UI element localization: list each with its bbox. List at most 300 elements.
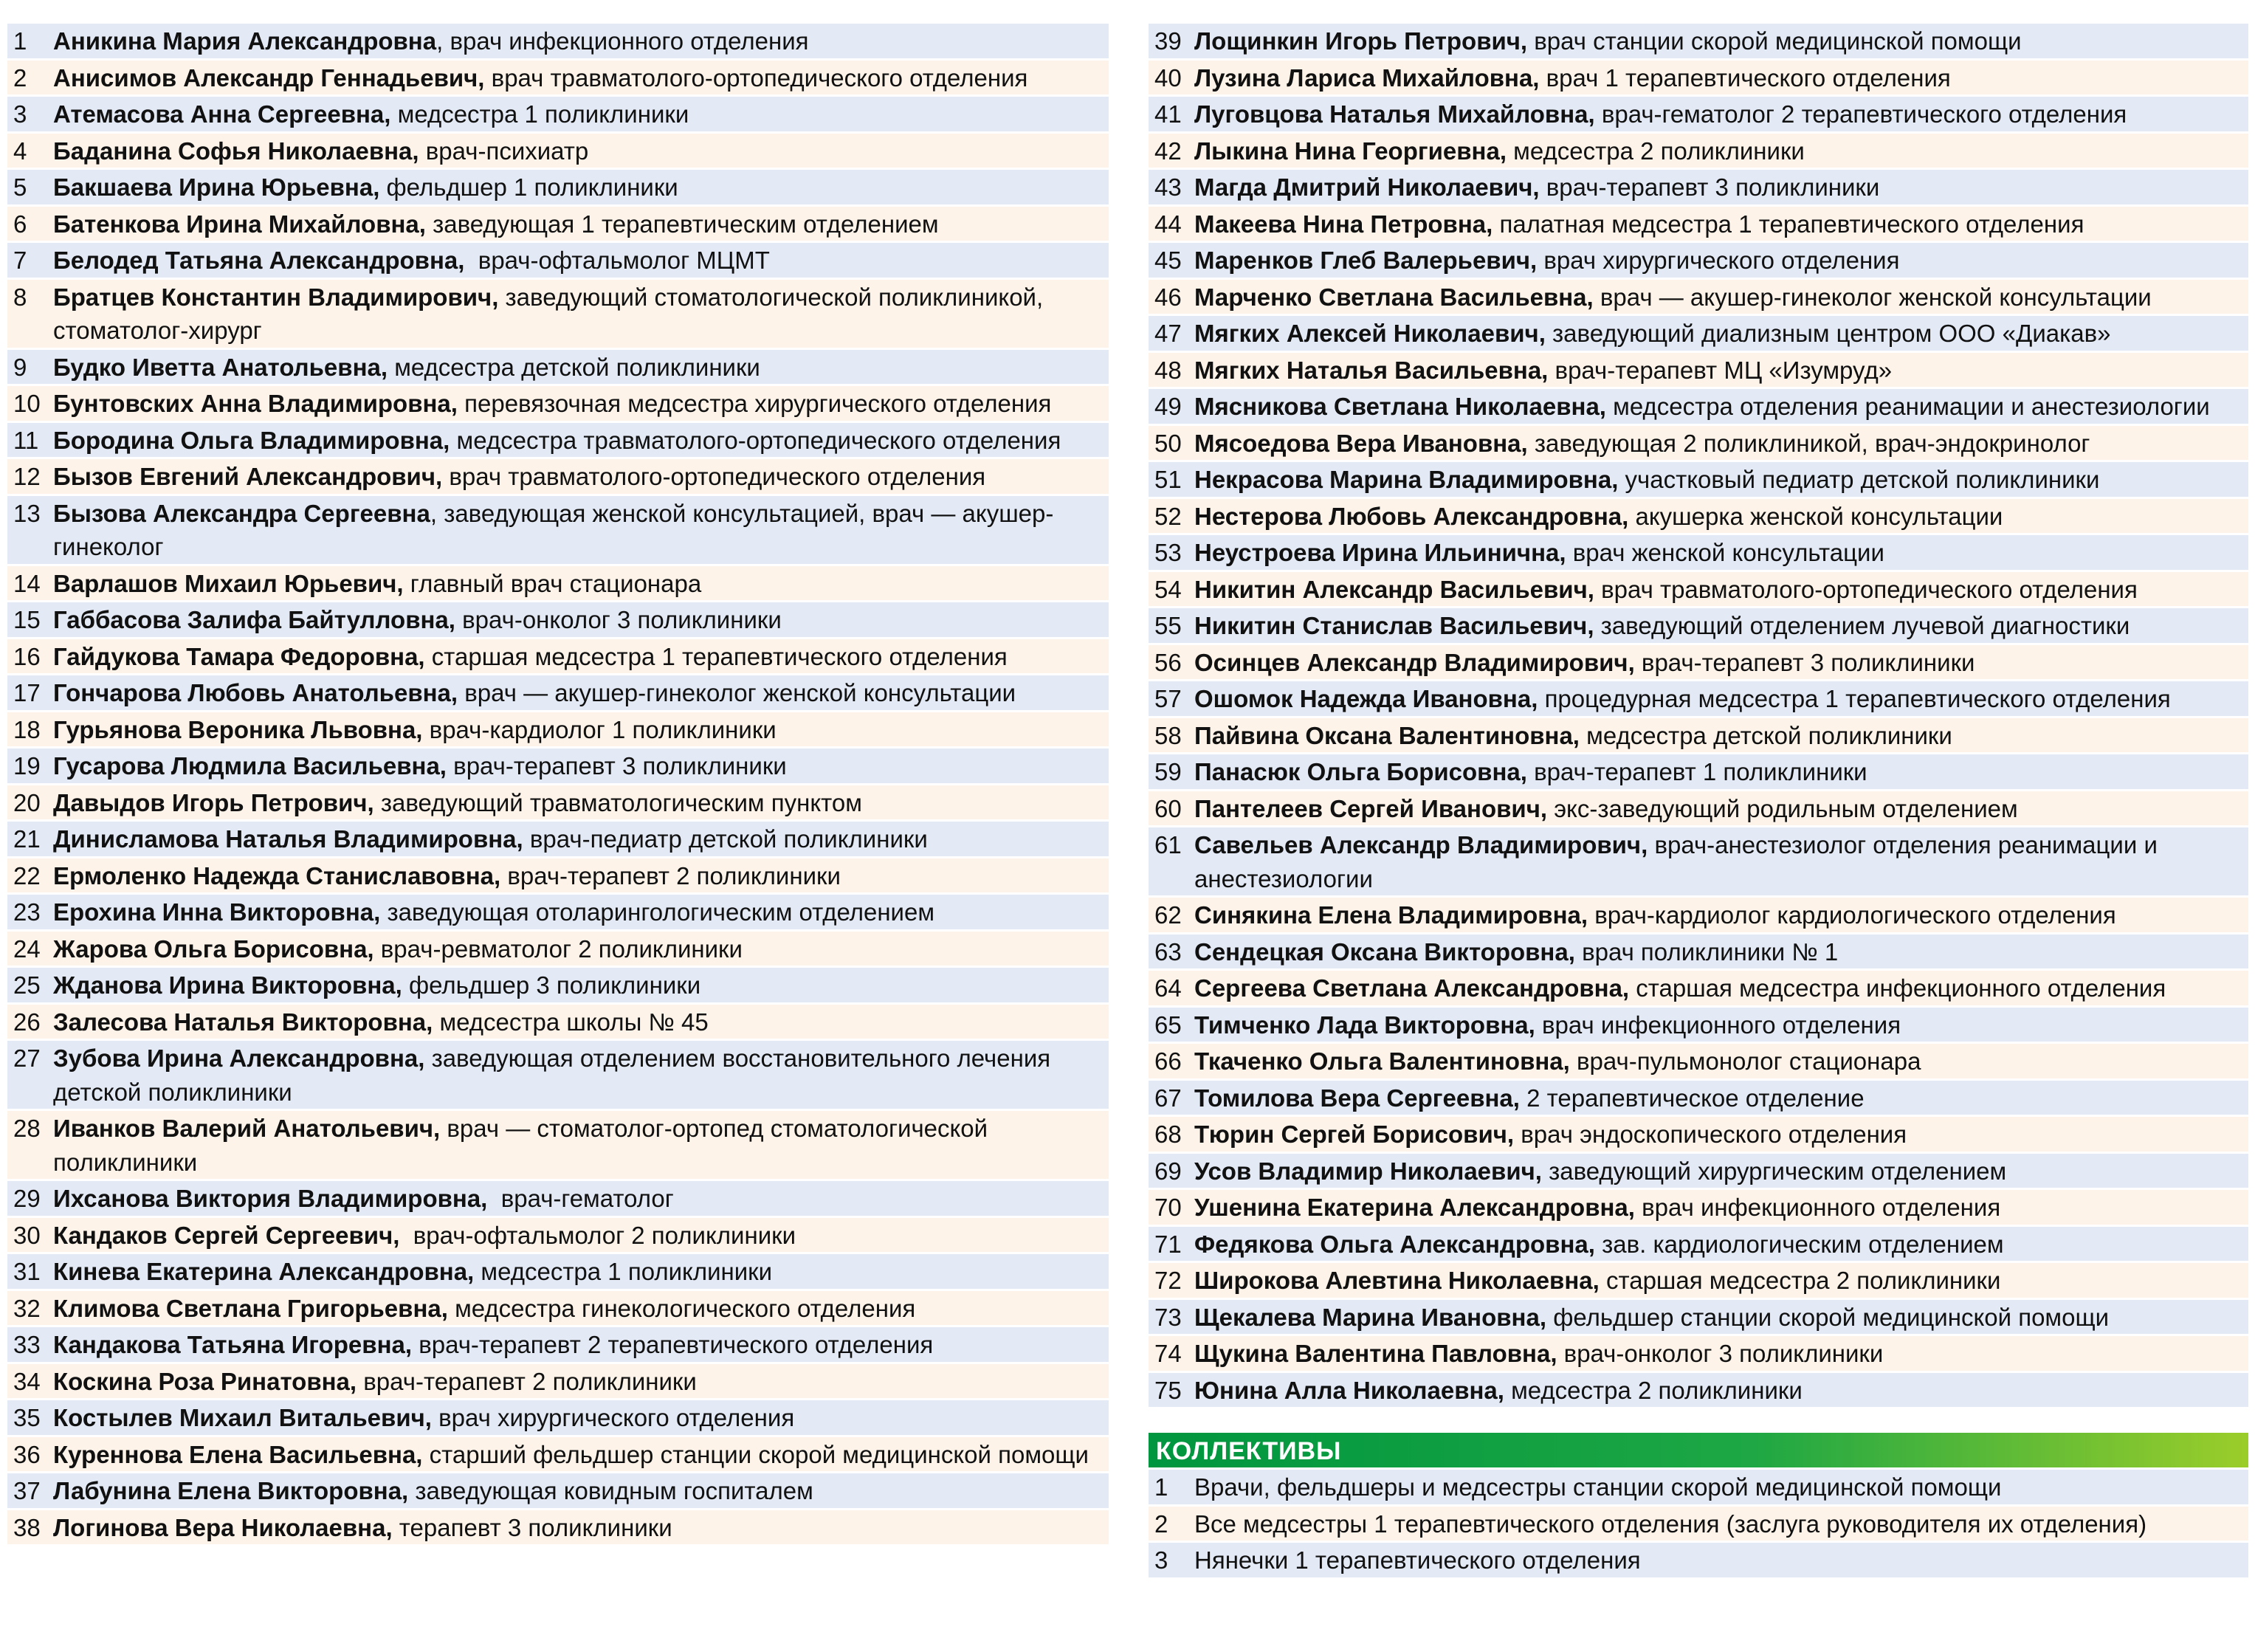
separator bbox=[1527, 758, 1534, 785]
item-text bbox=[1194, 244, 2248, 278]
list-item bbox=[1149, 1190, 2248, 1227]
item-text bbox=[1194, 971, 2248, 1005]
item-text bbox=[1194, 536, 2248, 570]
person-role: врач-онколог 3 поликлиники bbox=[462, 606, 782, 633]
separator bbox=[1600, 1267, 1606, 1294]
separator bbox=[448, 1295, 455, 1322]
item-number: 1 bbox=[1154, 1473, 1168, 1501]
list-item bbox=[7, 350, 1109, 387]
person-role: врач 1 терапевтического отделения bbox=[1546, 63, 1951, 92]
separator bbox=[1635, 649, 1642, 676]
person-name: Панасюк Ольга Борисовна, bbox=[1194, 758, 1527, 785]
person-name: Сергеева Светлана Александровна, bbox=[1194, 974, 1630, 1002]
person-role: врач — акушер-гинеколог женской консультации bbox=[464, 679, 1016, 706]
item-number: 61 bbox=[1154, 831, 1182, 858]
separator bbox=[388, 354, 394, 381]
person-role: фельдшер 1 поликлиники bbox=[386, 173, 678, 201]
item-number: 23 bbox=[13, 898, 41, 926]
person-role: палатная медсестра 1 терапевтического отделения bbox=[1499, 210, 2084, 238]
separator bbox=[484, 64, 491, 92]
list-item bbox=[1149, 1336, 2248, 1373]
separator bbox=[498, 283, 505, 311]
item-text bbox=[1194, 828, 2248, 895]
person-role: заведующая ковидным госпиталем bbox=[415, 1477, 813, 1504]
item-text bbox=[1194, 317, 2248, 351]
separator bbox=[422, 716, 429, 743]
separator bbox=[1540, 173, 1546, 201]
item-text bbox=[1194, 1228, 2248, 1262]
item-number: 36 bbox=[13, 1440, 41, 1468]
list-item bbox=[1149, 134, 2248, 171]
person-name: Жарова Ольга Борисовна, bbox=[53, 935, 374, 963]
item-number: 57 bbox=[1154, 685, 1182, 712]
item-number: 52 bbox=[1154, 502, 1182, 530]
list-item bbox=[7, 1041, 1109, 1111]
item-number: 5 bbox=[13, 173, 27, 201]
person-role: врач поликлиники № 1 bbox=[1582, 937, 1839, 966]
person-name: Климова Светлана Григорьевна, bbox=[53, 1294, 448, 1322]
item-text bbox=[1194, 609, 2248, 643]
item-text bbox=[53, 1005, 1109, 1039]
person-name: Будко Иветта Анатольевна, bbox=[53, 353, 388, 381]
item-number: 41 bbox=[1154, 100, 1182, 128]
item-number: 20 bbox=[13, 788, 41, 816]
separator bbox=[1548, 357, 1555, 384]
person-name: Анисимов Александр Геннадьевич, bbox=[53, 63, 485, 92]
separator: , bbox=[430, 499, 444, 527]
item-number: 14 bbox=[13, 569, 41, 597]
item-number: 11 bbox=[13, 426, 39, 454]
person-role: фельдшер 3 поликлиники bbox=[408, 971, 701, 999]
item-number: 38 bbox=[13, 1513, 41, 1541]
list-item bbox=[1149, 1117, 2248, 1154]
separator bbox=[1547, 795, 1554, 822]
item-number: 16 bbox=[13, 642, 41, 670]
item-number: 1 bbox=[13, 27, 27, 55]
item-text bbox=[53, 497, 1109, 564]
separator bbox=[458, 679, 464, 706]
item-text bbox=[53, 1112, 1109, 1179]
item-text bbox=[1194, 463, 2248, 497]
list-item bbox=[7, 895, 1109, 932]
person-role: врач-терапевт 2 терапевтического отделения bbox=[419, 1331, 934, 1358]
person-name: Лузина Лариса Михайловна, bbox=[1194, 63, 1540, 92]
item-text bbox=[1194, 171, 2248, 204]
list-item bbox=[7, 1327, 1109, 1364]
separator bbox=[412, 1331, 419, 1358]
person-name: Маренков Глеб Валерьевич, bbox=[1194, 247, 1538, 274]
item-text bbox=[1194, 354, 2248, 388]
list-item bbox=[7, 1510, 1109, 1547]
separator bbox=[1507, 137, 1513, 165]
separator bbox=[500, 862, 507, 889]
separator bbox=[1635, 1194, 1642, 1221]
person-name: Некрасова Марина Владимировна, bbox=[1194, 466, 1619, 493]
list-item bbox=[7, 602, 1109, 639]
person-name: Гайдукова Тамара Федоровна, bbox=[53, 642, 425, 670]
collective-text: Врачи, фельдшеры и медсестры станции скорой медицинской помощи bbox=[1194, 1473, 2002, 1501]
list-item bbox=[1149, 353, 2248, 390]
collectives-list bbox=[1149, 1470, 2248, 1580]
separator bbox=[1542, 1157, 1549, 1185]
person-name: Залесова Наталья Викторовна, bbox=[53, 1008, 433, 1036]
item-text bbox=[53, 1219, 1109, 1253]
separator bbox=[1575, 938, 1582, 966]
person-name: Габбасова Залифа Байтулловна, bbox=[53, 606, 455, 633]
person-name: Кинева Екатерина Александровна, bbox=[53, 1258, 475, 1285]
person-role: главный врач стационара bbox=[410, 569, 702, 597]
person-role: врач-кардиолог кардиологического отделения bbox=[1594, 901, 2116, 929]
person-role: врач травматолого-ортопедического отделения bbox=[491, 63, 1028, 92]
list-item bbox=[7, 858, 1109, 895]
person-name: Братцев Константин Владимирович, bbox=[53, 283, 499, 311]
person-name: Осинцев Александр Владимирович, bbox=[1194, 648, 1635, 676]
person-name: Томилова Вера Сергеевна, bbox=[1194, 1084, 1520, 1112]
separator bbox=[1594, 283, 1600, 311]
list-item bbox=[7, 1181, 1109, 1218]
list-item bbox=[7, 1111, 1109, 1181]
list-item bbox=[7, 61, 1109, 97]
list-item bbox=[1149, 61, 2248, 97]
item-number: 67 bbox=[1154, 1084, 1182, 1112]
list-item bbox=[1149, 316, 2248, 353]
person-role: врач-терапевт 3 поликлиники bbox=[453, 752, 787, 779]
list-item bbox=[1149, 608, 2248, 645]
person-name: Щукина Валентина Павловна, bbox=[1194, 1340, 1557, 1367]
person-role: врач-терапевт 3 поликлиники bbox=[1546, 173, 1880, 201]
item-number: 15 bbox=[13, 606, 41, 633]
item-text bbox=[1194, 1154, 2248, 1188]
list-item bbox=[1149, 754, 2248, 791]
item-text bbox=[53, 1474, 1109, 1508]
separator bbox=[1538, 685, 1544, 712]
item-text bbox=[1194, 24, 2248, 58]
item-text bbox=[1194, 573, 2248, 607]
person-name: Магда Дмитрий Николаевич, bbox=[1194, 173, 1540, 201]
item-text bbox=[53, 932, 1109, 966]
item-number: 63 bbox=[1154, 937, 1182, 966]
person-role: медсестра 1 поликлиники bbox=[397, 100, 689, 128]
item-number: 13 bbox=[13, 499, 41, 527]
list-item bbox=[1149, 827, 2248, 898]
list-item bbox=[7, 712, 1109, 749]
person-name: Иванков Валерий Анатольевич, bbox=[53, 1115, 441, 1142]
item-text bbox=[53, 1401, 1109, 1435]
item-text bbox=[1194, 1301, 2248, 1335]
person-name: Ихсанова Виктория Владимировна, bbox=[53, 1185, 488, 1212]
person-role: врач-терапевт МЦ «Изумруд» bbox=[1555, 356, 1893, 384]
collective-item bbox=[1149, 1470, 2248, 1507]
list-item bbox=[1149, 681, 2248, 718]
separator bbox=[426, 210, 433, 238]
person-role: медсестра детской поликлиники bbox=[1586, 721, 1952, 749]
item-text bbox=[53, 207, 1109, 241]
item-number: 34 bbox=[13, 1367, 41, 1395]
item-number: 2 bbox=[1154, 1510, 1168, 1538]
item-text bbox=[53, 1042, 1109, 1109]
person-name: Гончарова Любовь Анатольевна, bbox=[53, 679, 458, 706]
item-text bbox=[53, 61, 1109, 95]
item-number: 31 bbox=[13, 1258, 41, 1285]
item-number: 74 bbox=[1154, 1340, 1182, 1367]
item-number: 9 bbox=[13, 353, 27, 381]
item-text bbox=[53, 859, 1109, 893]
collective-item bbox=[1149, 1543, 2248, 1580]
separator bbox=[1570, 1047, 1577, 1075]
person-name: Макеева Нина Петровна, bbox=[1194, 210, 1493, 238]
list-item bbox=[1149, 1227, 2248, 1264]
person-role: врач хирургического отделения bbox=[1543, 247, 1900, 274]
list-item bbox=[1149, 1154, 2248, 1191]
person-name: Лощинкин Игорь Петрович, bbox=[1194, 27, 1528, 55]
item-number: 72 bbox=[1154, 1267, 1182, 1294]
list-item bbox=[1149, 1044, 2248, 1081]
list-item bbox=[7, 423, 1109, 460]
separator bbox=[440, 1115, 447, 1142]
separator bbox=[1557, 1340, 1564, 1367]
separator bbox=[458, 390, 464, 417]
list-item bbox=[7, 1364, 1109, 1401]
item-text bbox=[53, 24, 1109, 58]
person-role: медсестра 1 поликлиники bbox=[481, 1258, 773, 1285]
person-role: заведующий стоматологической поликлиникой, стоматолог-хирург bbox=[53, 283, 1044, 344]
person-role: врач-анестезиолог отделения реанимации и анестезиологии bbox=[1194, 831, 2158, 892]
person-role: врач-кардиолог 1 поликлиники bbox=[429, 715, 777, 743]
separator bbox=[393, 1514, 399, 1541]
item-number: 45 bbox=[1154, 247, 1182, 274]
list-item bbox=[1149, 935, 2248, 971]
person-name: Щекалева Марина Ивановна, bbox=[1194, 1303, 1547, 1331]
person-role: медсестра 2 поликлиники bbox=[1511, 1376, 1803, 1404]
item-text bbox=[1194, 1374, 2248, 1408]
person-role: врач инфекционного отделения bbox=[450, 27, 809, 55]
person-name: Кандаков Сергей Сергеевич, bbox=[53, 1221, 400, 1249]
list-item bbox=[7, 785, 1109, 822]
list-item bbox=[7, 280, 1109, 350]
person-name: Бызов Евгений Александрович, bbox=[53, 463, 443, 490]
person-role: врач инфекционного отделения bbox=[1542, 1011, 1901, 1039]
list-item bbox=[7, 1218, 1109, 1255]
person-role: врач-офтальмолог 2 поликлиники bbox=[413, 1221, 796, 1249]
person-name: Марченко Светлана Васильевна, bbox=[1194, 283, 1594, 311]
person-name: Никитин Александр Васильевич, bbox=[1194, 575, 1594, 603]
item-number: 69 bbox=[1154, 1157, 1182, 1185]
list-item bbox=[7, 1473, 1109, 1510]
item-text bbox=[53, 171, 1109, 204]
item-text bbox=[1194, 134, 2248, 168]
separator bbox=[422, 1441, 429, 1468]
item-text bbox=[1194, 1337, 2248, 1371]
person-role: заведующий хирургическим отделением bbox=[1549, 1157, 2007, 1185]
person-name: Тюрин Сергей Борисович, bbox=[1194, 1121, 1515, 1148]
item-text bbox=[53, 567, 1109, 601]
item-text bbox=[53, 134, 1109, 168]
person-role: врач хирургического отделения bbox=[438, 1404, 795, 1431]
person-name: Логинова Вера Николаевна, bbox=[53, 1513, 393, 1541]
item-text bbox=[1194, 1044, 2248, 1078]
person-role: врач женской консультации bbox=[1572, 539, 1884, 566]
item-text bbox=[1194, 1008, 2248, 1042]
person-role: экс-заведующий родильным отделением bbox=[1554, 794, 2018, 822]
separator: , bbox=[436, 27, 450, 55]
person-role: акушерка женской консультации bbox=[1635, 502, 2003, 530]
person-name: Белодед Татьяна Александровна, bbox=[53, 247, 465, 274]
list-item bbox=[7, 639, 1109, 676]
item-number: 32 bbox=[13, 1294, 41, 1322]
item-number: 10 bbox=[13, 390, 41, 417]
item-text bbox=[53, 424, 1109, 458]
person-role: медсестра детской поликлиники bbox=[394, 353, 760, 381]
person-name: Никитин Станислав Васильевич, bbox=[1194, 612, 1594, 639]
item-text bbox=[1194, 898, 2248, 932]
separator bbox=[1594, 576, 1601, 603]
list-item bbox=[1149, 389, 2248, 426]
collectives-header: КОЛЛЕКТИВЫ bbox=[1149, 1433, 2248, 1470]
item-text bbox=[53, 387, 1109, 421]
separator bbox=[1504, 1377, 1511, 1404]
list-item bbox=[7, 1291, 1109, 1328]
person-name: Аникина Мария Александровна bbox=[53, 27, 437, 55]
item-text bbox=[53, 1511, 1109, 1545]
item-text bbox=[53, 676, 1109, 710]
person-name: Давыдов Игорь Петрович, bbox=[53, 788, 374, 816]
person-role: терапевт 3 поликлиники bbox=[399, 1513, 672, 1541]
item-number: 43 bbox=[1154, 173, 1182, 201]
person-role: врач-терапевт 2 поликлиники bbox=[507, 861, 841, 889]
item-text bbox=[53, 1182, 1109, 1216]
separator bbox=[1520, 1084, 1526, 1112]
item-text bbox=[1194, 792, 2248, 826]
item-number: 49 bbox=[1154, 393, 1182, 420]
person-role: заведующая 1 терапевтическим отделением bbox=[433, 210, 939, 238]
list-item bbox=[7, 932, 1109, 968]
person-role: врач-пульмонолог стационара bbox=[1577, 1047, 1921, 1075]
person-role: медсестра отделения реанимации и анестезиологии bbox=[1613, 393, 2210, 420]
list-item bbox=[1149, 280, 2248, 317]
person-name: Гурьянова Вероника Львовна, bbox=[53, 715, 423, 743]
person-role: врач-терапевт 3 поликлиники bbox=[1641, 648, 1975, 676]
item-number: 39 bbox=[1154, 27, 1182, 55]
list-item bbox=[7, 675, 1109, 712]
separator bbox=[1528, 430, 1535, 457]
person-role: врач травматолого-ортопедического отделения bbox=[1601, 575, 2138, 603]
item-number: 50 bbox=[1154, 429, 1182, 457]
item-text bbox=[1194, 719, 2248, 753]
item-number: 66 bbox=[1154, 1047, 1182, 1075]
separator bbox=[1535, 1011, 1542, 1039]
item-number: 22 bbox=[13, 861, 41, 889]
person-role: старшая медсестра инфекционного отделения bbox=[1636, 974, 2166, 1002]
item-text bbox=[1194, 935, 2248, 969]
list-item bbox=[7, 243, 1109, 280]
person-role: врач-гематолог 2 терапевтического отделения bbox=[1601, 100, 2127, 128]
separator bbox=[464, 247, 478, 274]
item-number: 28 bbox=[13, 1115, 41, 1142]
item-text bbox=[53, 244, 1109, 278]
person-role: медсестра гинекологического отделения bbox=[455, 1294, 916, 1322]
separator bbox=[357, 1368, 363, 1395]
separator bbox=[390, 100, 397, 128]
person-role: заведующий травматологическим пунктом bbox=[380, 788, 862, 816]
separator bbox=[379, 173, 386, 201]
person-name: Ушенина Екатерина Александровна, bbox=[1194, 1194, 1635, 1221]
person-name: Тимченко Лада Викторовна, bbox=[1194, 1011, 1535, 1039]
separator bbox=[402, 971, 409, 999]
person-role: медсестра школы № 45 bbox=[439, 1008, 709, 1036]
separator bbox=[1566, 539, 1573, 566]
right-rows bbox=[1149, 24, 2248, 1409]
person-role: медсестра 2 поликлиники bbox=[1513, 137, 1805, 165]
item-text bbox=[1194, 390, 2248, 424]
item-number: 3 bbox=[13, 100, 27, 128]
person-name: Нестерова Любовь Александровна, bbox=[1194, 502, 1629, 530]
item-text bbox=[53, 822, 1109, 856]
item-number: 2 bbox=[13, 63, 27, 92]
list-item bbox=[1149, 1081, 2248, 1118]
item-text bbox=[53, 1365, 1109, 1399]
separator bbox=[1594, 612, 1601, 639]
item-number: 42 bbox=[1154, 137, 1182, 165]
list-item bbox=[1149, 97, 2248, 134]
separator bbox=[1546, 320, 1552, 347]
item-number: 40 bbox=[1154, 63, 1182, 92]
list-item bbox=[1149, 898, 2248, 935]
item-number: 7 bbox=[13, 247, 27, 274]
separator bbox=[442, 463, 449, 490]
person-role: заведующий диализным центром ООО «Диакав» bbox=[1552, 320, 2111, 347]
list-item bbox=[1149, 1300, 2248, 1337]
list-item bbox=[7, 1400, 1109, 1437]
item-number: 12 bbox=[13, 463, 41, 490]
list-item bbox=[1149, 207, 2248, 244]
person-name: Жданова Ирина Викторовна, bbox=[53, 971, 402, 999]
list-item bbox=[1149, 499, 2248, 536]
person-role: участковый педиатр детской поликлиники bbox=[1625, 466, 2100, 493]
person-name: Гусарова Людмила Васильевна, bbox=[53, 752, 447, 779]
item-text bbox=[1194, 1264, 2248, 1298]
person-name: Сендецкая Оксана Викторовна, bbox=[1194, 937, 1575, 966]
item-number: 60 bbox=[1154, 794, 1182, 822]
separator bbox=[523, 825, 530, 853]
item-text bbox=[1194, 682, 2248, 716]
collective-text: Все медсестры 1 терапевтического отделения (заслуга руководителя их отделения) bbox=[1194, 1510, 2147, 1538]
separator bbox=[1629, 974, 1636, 1002]
item-text bbox=[1194, 1191, 2248, 1225]
list-item bbox=[7, 496, 1109, 566]
item-number: 4 bbox=[13, 137, 27, 165]
person-name: Ткаченко Ольга Валентиновна, bbox=[1194, 1047, 1570, 1075]
separator bbox=[1618, 466, 1625, 493]
person-role: врач-онколог 3 поликлиники bbox=[1563, 1340, 1884, 1367]
person-role: врач-ревматолог 2 поликлиники bbox=[380, 935, 743, 963]
item-text bbox=[53, 1438, 1109, 1472]
item-number: 54 bbox=[1154, 575, 1182, 603]
item-text bbox=[53, 1328, 1109, 1362]
separator bbox=[1588, 901, 1594, 929]
person-role: врач эндоскопического отделения bbox=[1521, 1121, 1907, 1148]
list-item bbox=[7, 1254, 1109, 1291]
person-name: Лабунина Елена Викторовна, bbox=[53, 1477, 409, 1504]
item-text bbox=[53, 603, 1109, 637]
list-item bbox=[7, 822, 1109, 858]
person-role: врач инфекционного отделения bbox=[1642, 1194, 2001, 1221]
separator bbox=[1514, 1121, 1521, 1148]
item-number: 48 bbox=[1154, 356, 1182, 384]
person-name: Бызова Александра Сергеевна bbox=[53, 499, 430, 527]
item-number: 53 bbox=[1154, 539, 1182, 566]
person-name: Широкова Алевтина Николаевна, bbox=[1194, 1267, 1600, 1294]
separator bbox=[419, 137, 426, 165]
